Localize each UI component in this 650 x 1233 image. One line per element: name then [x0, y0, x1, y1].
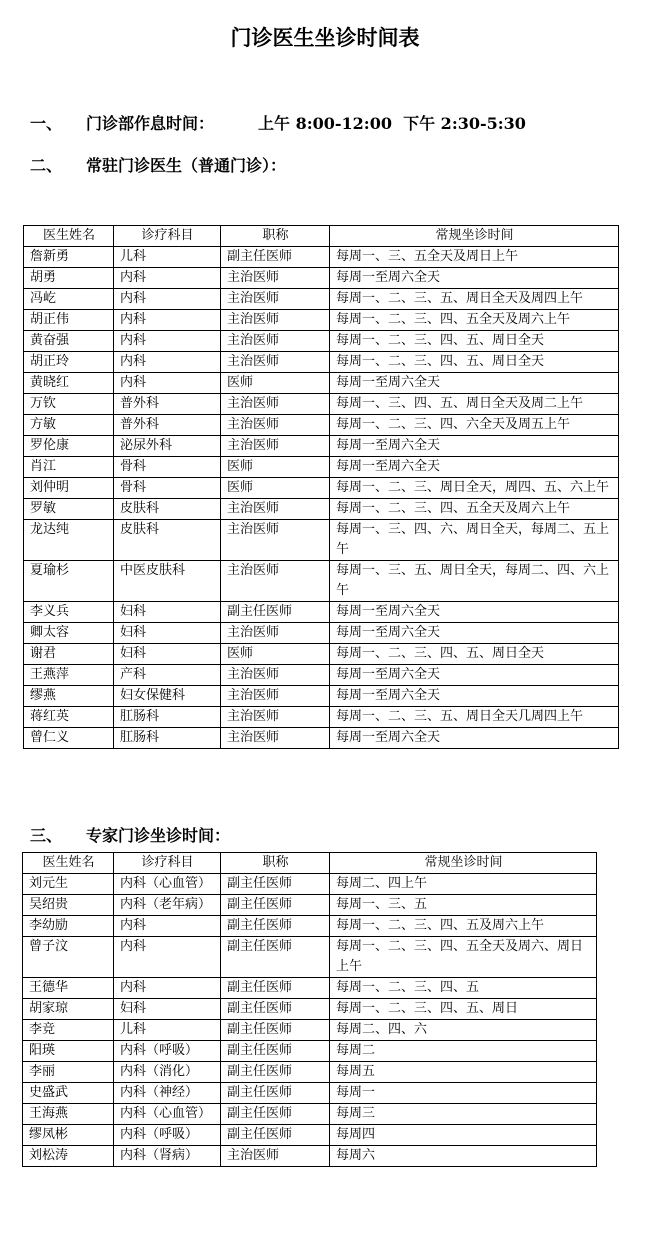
doctor-name-cell: 王海燕	[23, 1104, 114, 1125]
doctor-name-cell: 胡正玲	[24, 352, 114, 373]
schedule-cell: 每周一、三、五	[330, 895, 597, 916]
title-cell: 医师	[221, 478, 330, 499]
schedule-cell: 每周二、四上午	[330, 874, 597, 895]
department-cell: 内科（心血管）	[114, 1104, 221, 1125]
table-row	[23, 1146, 597, 1167]
table-row	[24, 310, 619, 331]
table-row	[24, 436, 619, 457]
table-header-row	[23, 853, 597, 874]
schedule-cell: 每周一至周六全天	[330, 268, 619, 289]
table-row	[24, 520, 619, 561]
column-header: 职称	[221, 226, 330, 247]
table-row	[24, 373, 619, 394]
doctor-name-cell: 方敏	[24, 415, 114, 436]
table-row	[23, 999, 597, 1020]
doctor-name-cell: 詹新勇	[24, 247, 114, 268]
title-cell: 副主任医师	[221, 937, 330, 978]
title-cell: 副主任医师	[221, 1083, 330, 1104]
table-row	[24, 707, 619, 728]
schedule-cell: 每周一、二、三、四、五及周六上午	[330, 916, 597, 937]
section-office-hours	[30, 111, 526, 134]
schedule-cell: 每周一、二、三、四、五、周日全天	[330, 352, 619, 373]
department-cell: 内科	[114, 352, 221, 373]
doctor-name-cell: 胡正伟	[24, 310, 114, 331]
title-cell: 主治医师	[221, 707, 330, 728]
column-header: 常规坐诊时间	[330, 853, 597, 874]
schedule-cell: 每周五	[330, 1062, 597, 1083]
title-cell: 副主任医师	[221, 602, 330, 623]
doctor-name-cell: 阳瑛	[23, 1041, 114, 1062]
doctor-name-cell: 肖江	[24, 457, 114, 478]
doctor-name-cell: 黄奋强	[24, 331, 114, 352]
table-row	[23, 1125, 597, 1146]
table-row	[24, 289, 619, 310]
section-expert-doctors	[30, 823, 230, 846]
department-cell: 骨科	[114, 478, 221, 499]
schedule-cell: 每周一、二、三、五、周日全天几周四上午	[330, 707, 619, 728]
schedule-cell: 每周六	[330, 1146, 597, 1167]
section-number: 一、	[30, 114, 63, 133]
doctor-name-cell: 夏瑜杉	[24, 561, 114, 602]
page-title: 门诊医生坐诊时间表	[230, 25, 420, 50]
doctor-name-cell: 刘仲明	[24, 478, 114, 499]
title-cell: 主治医师	[221, 352, 330, 373]
doctor-name-cell: 卿太容	[24, 623, 114, 644]
title-cell: 副主任医师	[221, 978, 330, 999]
column-header: 医生姓名	[24, 226, 114, 247]
schedule-cell: 每周一、三、五、周日全天，每周二、四、六上午	[330, 561, 619, 602]
table-row	[24, 247, 619, 268]
doctor-name-cell: 刘松涛	[23, 1146, 114, 1167]
column-header: 诊疗科目	[114, 226, 221, 247]
table-row	[24, 415, 619, 436]
table-row	[24, 352, 619, 373]
table-row	[23, 978, 597, 999]
schedule-cell: 每周一、二、三、周日全天，周四、五、六上午	[330, 478, 619, 499]
table-row	[23, 1041, 597, 1062]
title-cell: 副主任医师	[221, 999, 330, 1020]
table-row	[23, 895, 597, 916]
table-row	[24, 623, 619, 644]
doctor-name-cell: 曾子汶	[23, 937, 114, 978]
department-cell: 普外科	[114, 415, 221, 436]
doctor-name-cell: 蒋红英	[24, 707, 114, 728]
department-cell: 骨科	[114, 457, 221, 478]
table-row	[24, 686, 619, 707]
doctor-name-cell: 谢君	[24, 644, 114, 665]
table-row	[23, 1104, 597, 1125]
table-row	[24, 457, 619, 478]
table-row	[23, 916, 597, 937]
schedule-cell: 每周一、二、三、四、五全天及周六上午	[330, 499, 619, 520]
table-row	[24, 331, 619, 352]
title-cell: 副主任医师	[221, 1125, 330, 1146]
department-cell: 儿科	[114, 1020, 221, 1041]
doctor-name-cell: 李幼励	[23, 916, 114, 937]
department-cell: 内科（消化）	[114, 1062, 221, 1083]
department-cell: 内科（神经）	[114, 1083, 221, 1104]
schedule-cell: 每周一、二、三、四、六全天及周五上午	[330, 415, 619, 436]
department-cell: 泌尿外科	[114, 436, 221, 457]
department-cell: 皮肤科	[114, 499, 221, 520]
doctor-name-cell: 曾仁义	[24, 728, 114, 749]
table-row	[24, 665, 619, 686]
title-cell: 主治医师	[221, 499, 330, 520]
title-cell: 医师	[221, 457, 330, 478]
title-cell: 医师	[221, 373, 330, 394]
table-row	[24, 728, 619, 749]
table-row	[23, 1083, 597, 1104]
department-cell: 内科	[114, 916, 221, 937]
title-cell: 副主任医师	[221, 874, 330, 895]
department-cell: 内科	[114, 331, 221, 352]
doctor-name-cell: 李竞	[23, 1020, 114, 1041]
schedule-cell: 每周一、三、五全天及周日上午	[330, 247, 619, 268]
title-cell: 主治医师	[221, 686, 330, 707]
department-cell: 妇科	[114, 602, 221, 623]
department-cell: 内科	[114, 937, 221, 978]
department-cell: 内科（肾病）	[114, 1146, 221, 1167]
department-cell: 内科（呼吸）	[114, 1125, 221, 1146]
table-row	[23, 874, 597, 895]
doctor-name-cell: 刘元生	[23, 874, 114, 895]
doctor-name-cell: 罗伦康	[24, 436, 114, 457]
column-header: 诊疗科目	[114, 853, 221, 874]
department-cell: 内科	[114, 978, 221, 999]
department-cell: 妇女保健科	[114, 686, 221, 707]
title-cell: 主治医师	[221, 436, 330, 457]
schedule-cell: 每周一至周六全天	[330, 373, 619, 394]
doctor-name-cell: 王德华	[23, 978, 114, 999]
title-cell: 主治医师	[221, 415, 330, 436]
schedule-cell: 每周三	[330, 1104, 597, 1125]
department-cell: 妇科	[114, 623, 221, 644]
schedule-cell: 每周一、二、三、四、五、周日全天	[330, 644, 619, 665]
schedule-cell: 每周一至周六全天	[330, 686, 619, 707]
department-cell: 普外科	[114, 394, 221, 415]
doctor-name-cell: 胡家琼	[23, 999, 114, 1020]
schedule-cell: 每周一至周六全天	[330, 602, 619, 623]
title-cell: 主治医师	[221, 289, 330, 310]
schedule-cell: 每周一至周六全天	[330, 665, 619, 686]
doctor-name-cell: 吴绍贵	[23, 895, 114, 916]
doctor-name-cell: 胡勇	[24, 268, 114, 289]
schedule-cell: 每周一	[330, 1083, 597, 1104]
title-cell: 医师	[221, 644, 330, 665]
schedule-cell: 每周二	[330, 1041, 597, 1062]
schedule-cell: 每周一、二、三、四、五、周日	[330, 999, 597, 1020]
title-cell: 副主任医师	[221, 895, 330, 916]
doctor-name-cell: 黄晓红	[24, 373, 114, 394]
title-cell: 副主任医师	[221, 1062, 330, 1083]
title-cell: 主治医师	[221, 561, 330, 602]
schedule-cell: 每周四	[330, 1125, 597, 1146]
schedule-cell: 每周一、二、三、四、五、周日全天	[330, 331, 619, 352]
title-cell: 主治医师	[221, 1146, 330, 1167]
table-row	[24, 602, 619, 623]
schedule-cell: 每周一、三、四、六、周日全天，每周二、五上午	[330, 520, 619, 561]
table-row	[23, 1062, 597, 1083]
title-cell: 主治医师	[221, 520, 330, 561]
schedule-cell: 每周一、二、三、四、五	[330, 978, 597, 999]
department-cell: 中医皮肤科	[114, 561, 221, 602]
column-header: 医生姓名	[23, 853, 114, 874]
title-cell: 副主任医师	[221, 916, 330, 937]
office-hours: 上午 8:00-12:00 下午 2:30-5:30	[258, 114, 526, 133]
doctor-name-cell: 李义兵	[24, 602, 114, 623]
table-row	[24, 268, 619, 289]
table-row	[24, 561, 619, 602]
table-header-row	[24, 226, 619, 247]
department-cell: 内科	[114, 289, 221, 310]
expert-doctor-table	[22, 852, 597, 1167]
title-cell: 主治医师	[221, 331, 330, 352]
department-cell: 产科	[114, 665, 221, 686]
schedule-cell: 每周二、四、六	[330, 1020, 597, 1041]
department-cell: 内科	[114, 268, 221, 289]
section-number: 二、	[30, 156, 63, 175]
table-row	[24, 478, 619, 499]
department-cell: 内科	[114, 310, 221, 331]
schedule-cell: 每周一至周六全天	[330, 436, 619, 457]
department-cell: 肛肠科	[114, 728, 221, 749]
department-cell: 内科（心血管）	[114, 874, 221, 895]
schedule-cell: 每周一、二、三、四、五全天及周六、周日上午	[330, 937, 597, 978]
department-cell: 内科（老年病）	[114, 895, 221, 916]
doctor-name-cell: 李丽	[23, 1062, 114, 1083]
section-label: 常驻门诊医生（普通门诊）：	[86, 156, 287, 175]
section-number: 三、	[30, 826, 63, 845]
title-cell: 主治医师	[221, 665, 330, 686]
title-cell: 副主任医师	[221, 247, 330, 268]
doctor-name-cell: 缪凤彬	[23, 1125, 114, 1146]
regular-doctor-table	[23, 225, 619, 749]
table-row	[23, 1020, 597, 1041]
schedule-cell: 每周一、二、三、四、五全天及周六上午	[330, 310, 619, 331]
doctor-name-cell: 万钦	[24, 394, 114, 415]
title-cell: 主治医师	[221, 310, 330, 331]
title-cell: 副主任医师	[221, 1020, 330, 1041]
schedule-cell: 每周一至周六全天	[330, 623, 619, 644]
table-row	[23, 937, 597, 978]
doctor-name-cell: 史盛武	[23, 1083, 114, 1104]
table-row	[24, 644, 619, 665]
department-cell: 儿科	[114, 247, 221, 268]
table-row	[24, 499, 619, 520]
doctor-name-cell: 龙达纯	[24, 520, 114, 561]
title-cell: 主治医师	[221, 268, 330, 289]
column-header: 职称	[221, 853, 330, 874]
title-cell: 主治医师	[221, 394, 330, 415]
department-cell: 肛肠科	[114, 707, 221, 728]
department-cell: 内科（呼吸）	[114, 1041, 221, 1062]
schedule-cell: 每周一、二、三、五、周日全天及周四上午	[330, 289, 619, 310]
title-cell: 主治医师	[221, 728, 330, 749]
doctor-name-cell: 罗敏	[24, 499, 114, 520]
schedule-cell: 每周一至周六全天	[330, 457, 619, 478]
title-cell: 副主任医师	[221, 1104, 330, 1125]
schedule-cell: 每周一、三、四、五、周日全天及周二上午	[330, 394, 619, 415]
department-cell: 皮肤科	[114, 520, 221, 561]
section-label: 门诊部作息时间：	[86, 114, 215, 133]
column-header: 常规坐诊时间	[330, 226, 619, 247]
department-cell: 妇科	[114, 644, 221, 665]
table-row	[24, 394, 619, 415]
department-cell: 内科	[114, 373, 221, 394]
doctor-name-cell: 王燕萍	[24, 665, 114, 686]
doctor-name-cell: 冯屹	[24, 289, 114, 310]
schedule-cell: 每周一至周六全天	[330, 728, 619, 749]
section-label: 专家门诊坐诊时间：	[86, 826, 231, 845]
doctor-name-cell: 缪燕	[24, 686, 114, 707]
section-regular-doctors	[30, 153, 286, 176]
department-cell: 妇科	[114, 999, 221, 1020]
title-cell: 主治医师	[221, 623, 330, 644]
title-cell: 副主任医师	[221, 1041, 330, 1062]
